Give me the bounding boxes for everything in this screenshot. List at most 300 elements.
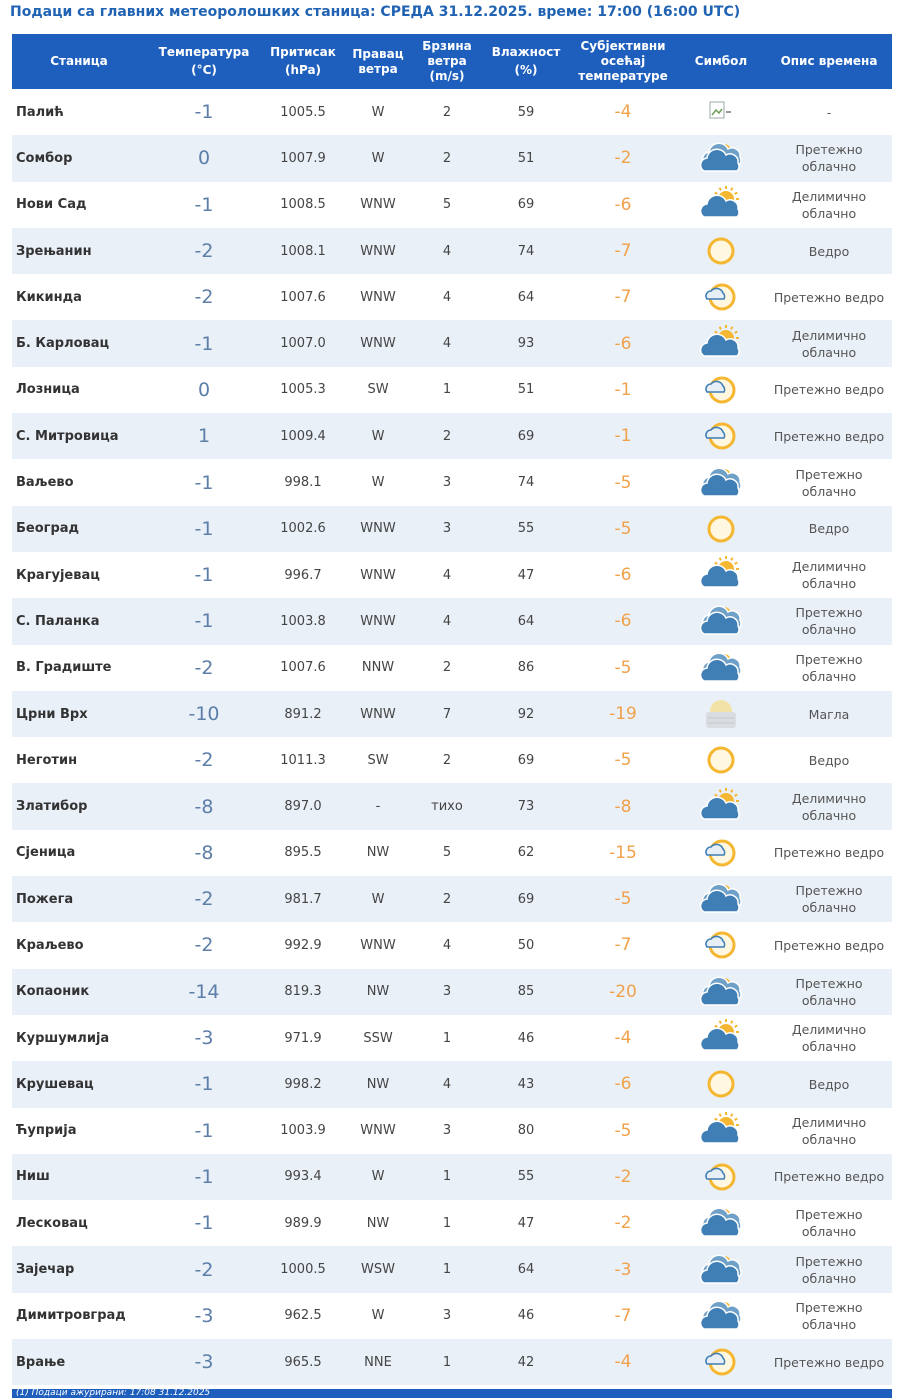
weather-description: Претежно облачно — [766, 135, 892, 181]
col-header-wind-speed: Брзина ветра (m/s) — [412, 34, 482, 89]
table-row — [12, 182, 892, 228]
wind-speed-value: тихо — [412, 783, 482, 829]
pressure-value: 1008.5 — [262, 182, 344, 228]
temperature-value: -8 — [146, 830, 262, 876]
temperature-value: -2 — [146, 922, 262, 968]
weather-symbol-cell — [676, 89, 766, 135]
weather-description: Претежно ведро — [766, 1154, 892, 1200]
wind-speed-value: 2 — [412, 89, 482, 135]
wind-speed-value: 3 — [412, 1108, 482, 1154]
col-header-desc: Опис времена — [766, 34, 892, 89]
weather-symbol-cell — [676, 783, 766, 829]
update-footer: (1) Подаци ажурирани: 17:08 31.12.2025 — [12, 1389, 892, 1398]
mostly-clear-icon — [678, 370, 764, 410]
station-name: Димитровград — [12, 1293, 146, 1339]
mostly-cloudy-icon — [678, 1203, 764, 1243]
pressure-value: 1011.3 — [262, 737, 344, 783]
wind-speed-value: 4 — [412, 320, 482, 366]
wind-direction-value: WNW — [344, 228, 412, 274]
weather-symbol-cell — [676, 1246, 766, 1292]
wind-direction-value: WNW — [344, 506, 412, 552]
weather-table — [12, 34, 892, 1385]
table-row — [12, 922, 892, 968]
humidity-value: 43 — [482, 1061, 570, 1107]
weather-description: Претежно облачно — [766, 1246, 892, 1292]
station-name: Палић — [12, 89, 146, 135]
temperature-value: -10 — [146, 691, 262, 737]
weather-symbol-cell — [676, 413, 766, 459]
weather-symbol-cell — [676, 691, 766, 737]
weather-symbol-cell — [676, 135, 766, 181]
humidity-value: 69 — [482, 182, 570, 228]
weather-description: Ведро — [766, 737, 892, 783]
humidity-value: 69 — [482, 876, 570, 922]
mostly-cloudy-icon — [678, 972, 764, 1012]
col-header-feels: Субјективни осећај температуре — [570, 34, 676, 89]
weather-description: Претежно облачно — [766, 1293, 892, 1339]
wind-speed-value: 7 — [412, 691, 482, 737]
temperature-value: -1 — [146, 182, 262, 228]
pressure-value: 981.7 — [262, 876, 344, 922]
pressure-value: 1003.8 — [262, 598, 344, 644]
wind-speed-value: 1 — [412, 1246, 482, 1292]
weather-symbol-cell — [676, 598, 766, 644]
pressure-value: 1003.9 — [262, 1108, 344, 1154]
weather-description: - — [766, 89, 892, 135]
temperature-value: -1 — [146, 320, 262, 366]
station-name: Ћуприја — [12, 1108, 146, 1154]
temperature-value: -2 — [146, 876, 262, 922]
feels-like-value: -5 — [570, 506, 676, 552]
table-row — [12, 1200, 892, 1246]
table-row — [12, 1108, 892, 1154]
temperature-value: -8 — [146, 783, 262, 829]
pressure-value: 971.9 — [262, 1015, 344, 1061]
wind-direction-value: WNW — [344, 922, 412, 968]
table-row — [12, 645, 892, 691]
humidity-value: 55 — [482, 506, 570, 552]
feels-like-value: -7 — [570, 274, 676, 320]
humidity-value: 59 — [482, 89, 570, 135]
wind-speed-value: 1 — [412, 1154, 482, 1200]
feels-like-value: -8 — [570, 783, 676, 829]
table-row — [12, 367, 892, 413]
humidity-value: 74 — [482, 228, 570, 274]
partly-cloudy-icon — [678, 324, 764, 364]
weather-description: Делимично облачно — [766, 1015, 892, 1061]
feels-like-value: -5 — [570, 459, 676, 505]
mostly-clear-icon — [678, 833, 764, 873]
pressure-value: 1007.0 — [262, 320, 344, 366]
temperature-value: 0 — [146, 367, 262, 413]
station-name: Крушевац — [12, 1061, 146, 1107]
wind-direction-value: W — [344, 876, 412, 922]
table-row — [12, 598, 892, 644]
pressure-value: 1007.6 — [262, 274, 344, 320]
humidity-value: 46 — [482, 1015, 570, 1061]
feels-like-value: -19 — [570, 691, 676, 737]
wind-speed-value: 4 — [412, 922, 482, 968]
mostly-cloudy-icon — [678, 463, 764, 503]
humidity-value: 47 — [482, 1200, 570, 1246]
table-row — [12, 413, 892, 459]
wind-speed-value: 4 — [412, 274, 482, 320]
station-name: Нови Сад — [12, 182, 146, 228]
table-header-row — [12, 34, 892, 89]
feels-like-value: -6 — [570, 182, 676, 228]
humidity-value: 50 — [482, 922, 570, 968]
weather-symbol-cell — [676, 506, 766, 552]
fog-icon — [678, 694, 764, 734]
pressure-value: 1008.1 — [262, 228, 344, 274]
wind-speed-value: 1 — [412, 367, 482, 413]
table-row — [12, 1246, 892, 1292]
wind-direction-value: WNW — [344, 274, 412, 320]
partly-cloudy-icon — [678, 787, 764, 827]
wind-speed-value: 4 — [412, 552, 482, 598]
weather-symbol-cell — [676, 320, 766, 366]
feels-like-value: -2 — [570, 135, 676, 181]
wind-speed-value: 1 — [412, 1200, 482, 1246]
humidity-value: 85 — [482, 969, 570, 1015]
weather-description: Ведро — [766, 228, 892, 274]
wind-direction-value: SW — [344, 367, 412, 413]
mostly-cloudy-icon — [678, 1296, 764, 1336]
col-header-temp: Температура (°C) — [146, 34, 262, 89]
wind-direction-value: W — [344, 1293, 412, 1339]
pressure-value: 1007.9 — [262, 135, 344, 181]
weather-symbol-cell — [676, 830, 766, 876]
station-name: Сомбор — [12, 135, 146, 181]
mostly-cloudy-icon — [678, 648, 764, 688]
page-title: Подаци са главних метеоролошких станица: СРЕДА 31.12.2025. време: 17:00 (16:00 UTC) — [10, 4, 741, 20]
wind-direction-value: WNW — [344, 1108, 412, 1154]
station-name: Врање — [12, 1339, 146, 1385]
temperature-value: -2 — [146, 645, 262, 691]
weather-description: Претежно облачно — [766, 645, 892, 691]
station-name: Пожега — [12, 876, 146, 922]
col-header-wind-dir: Правац ветра — [344, 34, 412, 89]
weather-symbol-cell — [676, 737, 766, 783]
pressure-value: 992.9 — [262, 922, 344, 968]
humidity-value: 64 — [482, 598, 570, 644]
temperature-value: -2 — [146, 274, 262, 320]
mostly-clear-icon — [678, 925, 764, 965]
humidity-value: 86 — [482, 645, 570, 691]
wind-direction-value: WNW — [344, 320, 412, 366]
weather-description: Претежно ведро — [766, 830, 892, 876]
station-name: Б. Карловац — [12, 320, 146, 366]
station-name: Црни Врх — [12, 691, 146, 737]
temperature-value: -2 — [146, 737, 262, 783]
pressure-value: 1009.4 — [262, 413, 344, 459]
wind-direction-value: WSW — [344, 1246, 412, 1292]
temperature-value: -2 — [146, 228, 262, 274]
feels-like-value: -15 — [570, 830, 676, 876]
humidity-value: 92 — [482, 691, 570, 737]
humidity-value: 62 — [482, 830, 570, 876]
table-row — [12, 552, 892, 598]
wind-speed-value: 2 — [412, 413, 482, 459]
wind-direction-value: NNW — [344, 645, 412, 691]
wind-direction-value: SW — [344, 737, 412, 783]
weather-symbol-cell — [676, 1108, 766, 1154]
temperature-value: -1 — [146, 1108, 262, 1154]
pressure-value: 1007.6 — [262, 645, 344, 691]
temperature-value: -1 — [146, 1154, 262, 1200]
weather-description: Магла — [766, 691, 892, 737]
feels-like-value: -5 — [570, 737, 676, 783]
mostly-clear-icon — [678, 1157, 764, 1197]
feels-like-value: -4 — [570, 1015, 676, 1061]
wind-direction-value: NW — [344, 1061, 412, 1107]
wind-speed-value: 5 — [412, 830, 482, 876]
table-row — [12, 1154, 892, 1200]
weather-description: Претежно ведро — [766, 413, 892, 459]
wind-speed-value: 3 — [412, 459, 482, 505]
station-name: Ниш — [12, 1154, 146, 1200]
humidity-value: 46 — [482, 1293, 570, 1339]
feels-like-value: -7 — [570, 1293, 676, 1339]
weather-symbol-cell — [676, 1154, 766, 1200]
weather-symbol-cell — [676, 876, 766, 922]
wind-direction-value: SSW — [344, 1015, 412, 1061]
weather-description: Претежно облачно — [766, 876, 892, 922]
clear-icon — [678, 231, 764, 271]
wind-direction-value: NW — [344, 830, 412, 876]
pressure-value: 1005.3 — [262, 367, 344, 413]
temperature-value: -1 — [146, 89, 262, 135]
weather-description: Делимично облачно — [766, 1108, 892, 1154]
feels-like-value: -7 — [570, 228, 676, 274]
col-header-pressure: Притисак (hPa) — [262, 34, 344, 89]
table-row — [12, 1015, 892, 1061]
wind-speed-value: 5 — [412, 182, 482, 228]
wind-speed-value: 2 — [412, 645, 482, 691]
temperature-value: -1 — [146, 1200, 262, 1246]
table-row — [12, 135, 892, 181]
feels-like-value: -3 — [570, 1246, 676, 1292]
table-row — [12, 459, 892, 505]
mostly-cloudy-icon — [678, 1250, 764, 1290]
feels-like-value: -2 — [570, 1154, 676, 1200]
wind-speed-value: 4 — [412, 598, 482, 644]
weather-symbol-cell — [676, 1339, 766, 1385]
station-name: Куршумлија — [12, 1015, 146, 1061]
wind-direction-value: WNW — [344, 691, 412, 737]
clear-icon — [678, 509, 764, 549]
feels-like-value: -5 — [570, 876, 676, 922]
wind-direction-value: WNW — [344, 182, 412, 228]
weather-description: Претежно облачно — [766, 969, 892, 1015]
temperature-value: -1 — [146, 506, 262, 552]
weather-description: Претежно ведро — [766, 274, 892, 320]
wind-direction-value: WNW — [344, 552, 412, 598]
weather-description: Претежно ведро — [766, 922, 892, 968]
station-name: Копаоник — [12, 969, 146, 1015]
feels-like-value: -6 — [570, 598, 676, 644]
humidity-value: 69 — [482, 737, 570, 783]
wind-speed-value: 2 — [412, 737, 482, 783]
mostly-clear-icon — [678, 1342, 764, 1382]
pressure-value: 1002.6 — [262, 506, 344, 552]
weather-symbol-cell — [676, 1293, 766, 1339]
table-row — [12, 830, 892, 876]
temperature-value: -3 — [146, 1015, 262, 1061]
weather-symbol-cell — [676, 645, 766, 691]
table-row — [12, 506, 892, 552]
temperature-value: -3 — [146, 1293, 262, 1339]
feels-like-value: -6 — [570, 552, 676, 598]
wind-direction-value: NNE — [344, 1339, 412, 1385]
pressure-value: 895.5 — [262, 830, 344, 876]
mostly-cloudy-icon — [678, 879, 764, 919]
pressure-value: 993.4 — [262, 1154, 344, 1200]
weather-description: Делимично облачно — [766, 552, 892, 598]
table-row — [12, 1061, 892, 1107]
wind-direction-value: W — [344, 89, 412, 135]
table-row — [12, 1339, 892, 1385]
partly-cloudy-icon — [678, 1018, 764, 1058]
pressure-value: 996.7 — [262, 552, 344, 598]
pressure-value: 998.2 — [262, 1061, 344, 1107]
humidity-value: 73 — [482, 783, 570, 829]
partly-cloudy-icon — [678, 185, 764, 225]
wind-direction-value: W — [344, 413, 412, 459]
temperature-value: 0 — [146, 135, 262, 181]
mostly-clear-icon — [678, 416, 764, 456]
wind-direction-value: NW — [344, 969, 412, 1015]
table-row — [12, 783, 892, 829]
humidity-value: 64 — [482, 1246, 570, 1292]
temperature-value: 1 — [146, 413, 262, 459]
temperature-value: -3 — [146, 1339, 262, 1385]
table-row — [12, 228, 892, 274]
station-name: Сјеница — [12, 830, 146, 876]
humidity-value: 69 — [482, 413, 570, 459]
wind-speed-value: 2 — [412, 876, 482, 922]
clear-icon — [678, 1064, 764, 1104]
temperature-value: -1 — [146, 1061, 262, 1107]
station-name: Неготин — [12, 737, 146, 783]
col-header-station: Станица — [12, 34, 146, 89]
station-name: С. Митровица — [12, 413, 146, 459]
broken-image-icon — [678, 101, 764, 123]
weather-symbol-cell — [676, 1015, 766, 1061]
station-name: Крагујевац — [12, 552, 146, 598]
table-row — [12, 876, 892, 922]
table-row — [12, 691, 892, 737]
pressure-value: 819.3 — [262, 969, 344, 1015]
station-name: Златибор — [12, 783, 146, 829]
weather-symbol-cell — [676, 182, 766, 228]
humidity-value: 51 — [482, 135, 570, 181]
pressure-value: 1005.5 — [262, 89, 344, 135]
pressure-value: 1000.5 — [262, 1246, 344, 1292]
station-name: Београд — [12, 506, 146, 552]
weather-symbol-cell — [676, 922, 766, 968]
wind-direction-value: W — [344, 1154, 412, 1200]
humidity-value: 42 — [482, 1339, 570, 1385]
pressure-value: 998.1 — [262, 459, 344, 505]
partly-cloudy-icon — [678, 555, 764, 595]
weather-symbol-cell — [676, 459, 766, 505]
weather-description: Претежно облачно — [766, 1200, 892, 1246]
wind-speed-value: 3 — [412, 1293, 482, 1339]
feels-like-value: -4 — [570, 1339, 676, 1385]
wind-direction-value: W — [344, 135, 412, 181]
station-name: Краљево — [12, 922, 146, 968]
wind-speed-value: 2 — [412, 135, 482, 181]
humidity-value: 55 — [482, 1154, 570, 1200]
table-body — [12, 89, 892, 1385]
col-header-humidity: Влажност (%) — [482, 34, 570, 89]
wind-direction-value: WNW — [344, 598, 412, 644]
station-name: Лесковац — [12, 1200, 146, 1246]
weather-symbol-cell — [676, 1061, 766, 1107]
table-row — [12, 969, 892, 1015]
wind-direction-value: W — [344, 459, 412, 505]
partly-cloudy-icon — [678, 1111, 764, 1151]
mostly-clear-icon — [678, 277, 764, 317]
feels-like-value: -1 — [570, 413, 676, 459]
weather-description: Претежно ведро — [766, 367, 892, 413]
weather-description: Претежно ведро — [766, 1339, 892, 1385]
station-name: В. Градиште — [12, 645, 146, 691]
wind-speed-value: 4 — [412, 228, 482, 274]
feels-like-value: -20 — [570, 969, 676, 1015]
station-name: Лозница — [12, 367, 146, 413]
feels-like-value: -1 — [570, 367, 676, 413]
table-row — [12, 320, 892, 366]
weather-symbol-cell — [676, 1200, 766, 1246]
table-row — [12, 89, 892, 135]
feels-like-value: -6 — [570, 320, 676, 366]
weather-description: Претежно облачно — [766, 598, 892, 644]
station-name: Зрењанин — [12, 228, 146, 274]
weather-description: Ведро — [766, 1061, 892, 1107]
weather-description: Делимично облачно — [766, 320, 892, 366]
humidity-value: 93 — [482, 320, 570, 366]
pressure-value: 965.5 — [262, 1339, 344, 1385]
weather-description: Делимично облачно — [766, 783, 892, 829]
weather-description: Претежно облачно — [766, 459, 892, 505]
temperature-value: -2 — [146, 1246, 262, 1292]
table-row — [12, 737, 892, 783]
feels-like-value: -7 — [570, 922, 676, 968]
feels-like-value: -4 — [570, 89, 676, 135]
mostly-cloudy-icon — [678, 601, 764, 641]
wind-speed-value: 1 — [412, 1015, 482, 1061]
feels-like-value: -5 — [570, 1108, 676, 1154]
weather-description: Ведро — [766, 506, 892, 552]
feels-like-value: -2 — [570, 1200, 676, 1246]
temperature-value: -1 — [146, 552, 262, 598]
weather-symbol-cell — [676, 367, 766, 413]
temperature-value: -1 — [146, 598, 262, 644]
wind-direction-value: - — [344, 783, 412, 829]
table-row — [12, 1293, 892, 1339]
pressure-value: 891.2 — [262, 691, 344, 737]
wind-direction-value: NW — [344, 1200, 412, 1246]
wind-speed-value: 4 — [412, 1061, 482, 1107]
humidity-value: 51 — [482, 367, 570, 413]
temperature-value: -14 — [146, 969, 262, 1015]
humidity-value: 47 — [482, 552, 570, 598]
pressure-value: 897.0 — [262, 783, 344, 829]
temperature-value: -1 — [146, 459, 262, 505]
pressure-value: 962.5 — [262, 1293, 344, 1339]
